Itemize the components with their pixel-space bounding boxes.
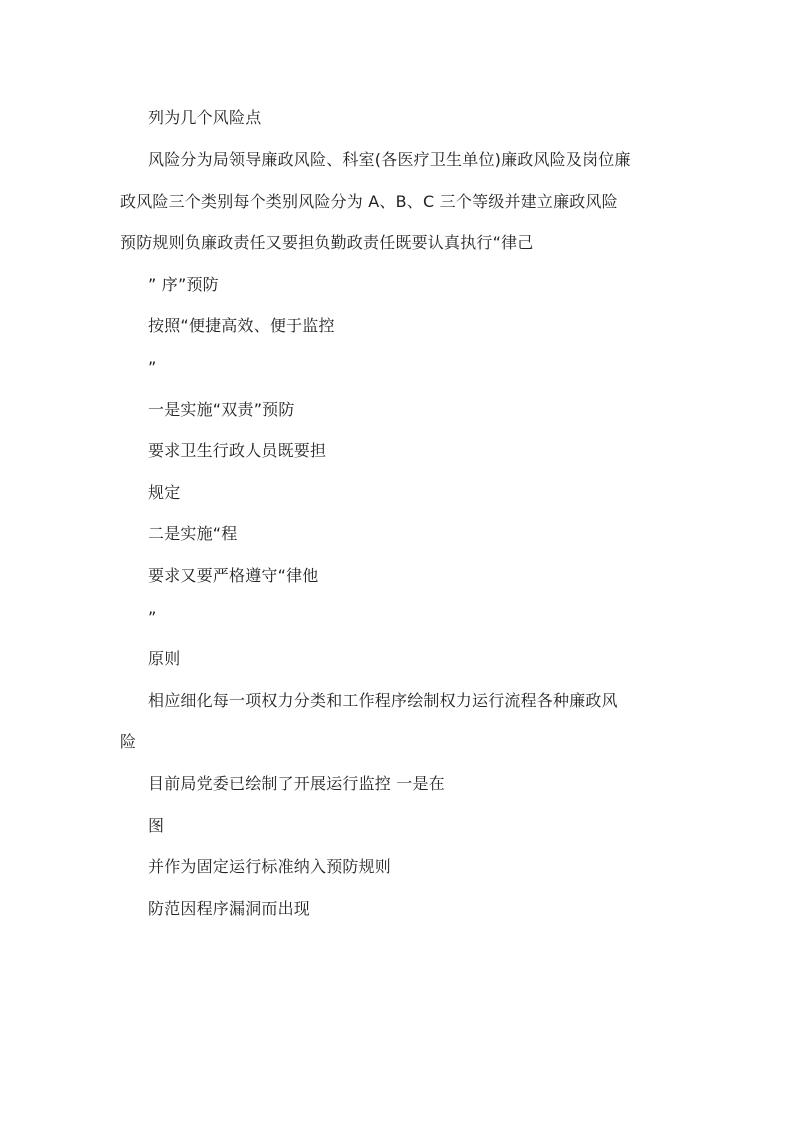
text-line: ” <box>148 608 157 627</box>
text-line: 目前局党委已绘制了开展运行监控 一是在 <box>148 774 445 793</box>
text-line: 列为几个风险点 <box>148 108 262 127</box>
text-line: 风险分为局领导廉政风险、科室(各医疗卫生单位)廉政风险及岗位廉 <box>148 150 631 169</box>
text-line: ” 序”预防 <box>148 275 219 294</box>
text-line: 险 <box>120 732 137 751</box>
text-line: 图 <box>148 816 165 835</box>
text-line: 二是实施“程 <box>148 524 238 543</box>
text-line: 要求又要严格遵守“律他 <box>148 566 319 585</box>
text-line: 原则 <box>148 649 181 668</box>
text-line: 政风险三个类别每个类别风险分为 A、B、C 三个等级并建立廉政风险 <box>120 192 618 211</box>
text-line: 并作为固定运行标准纳入预防规则 <box>148 857 392 876</box>
text-line: ” <box>148 358 157 377</box>
text-line: 预防规则负廉政责任又要担负勤政责任既要认真执行“律己 <box>120 233 534 252</box>
text-line: 相应细化每一项权力分类和工作程序绘制权力运行流程各种廉政风 <box>148 691 618 710</box>
text-line: 按照“便捷高效、便于监控 <box>148 316 335 335</box>
text-line: 要求卫生行政人员既要担 <box>148 441 327 460</box>
text-line: 一是实施“双责”预防 <box>148 400 295 419</box>
text-line: 防范因程序漏洞而出现 <box>148 899 311 918</box>
text-line: 规定 <box>148 483 181 502</box>
